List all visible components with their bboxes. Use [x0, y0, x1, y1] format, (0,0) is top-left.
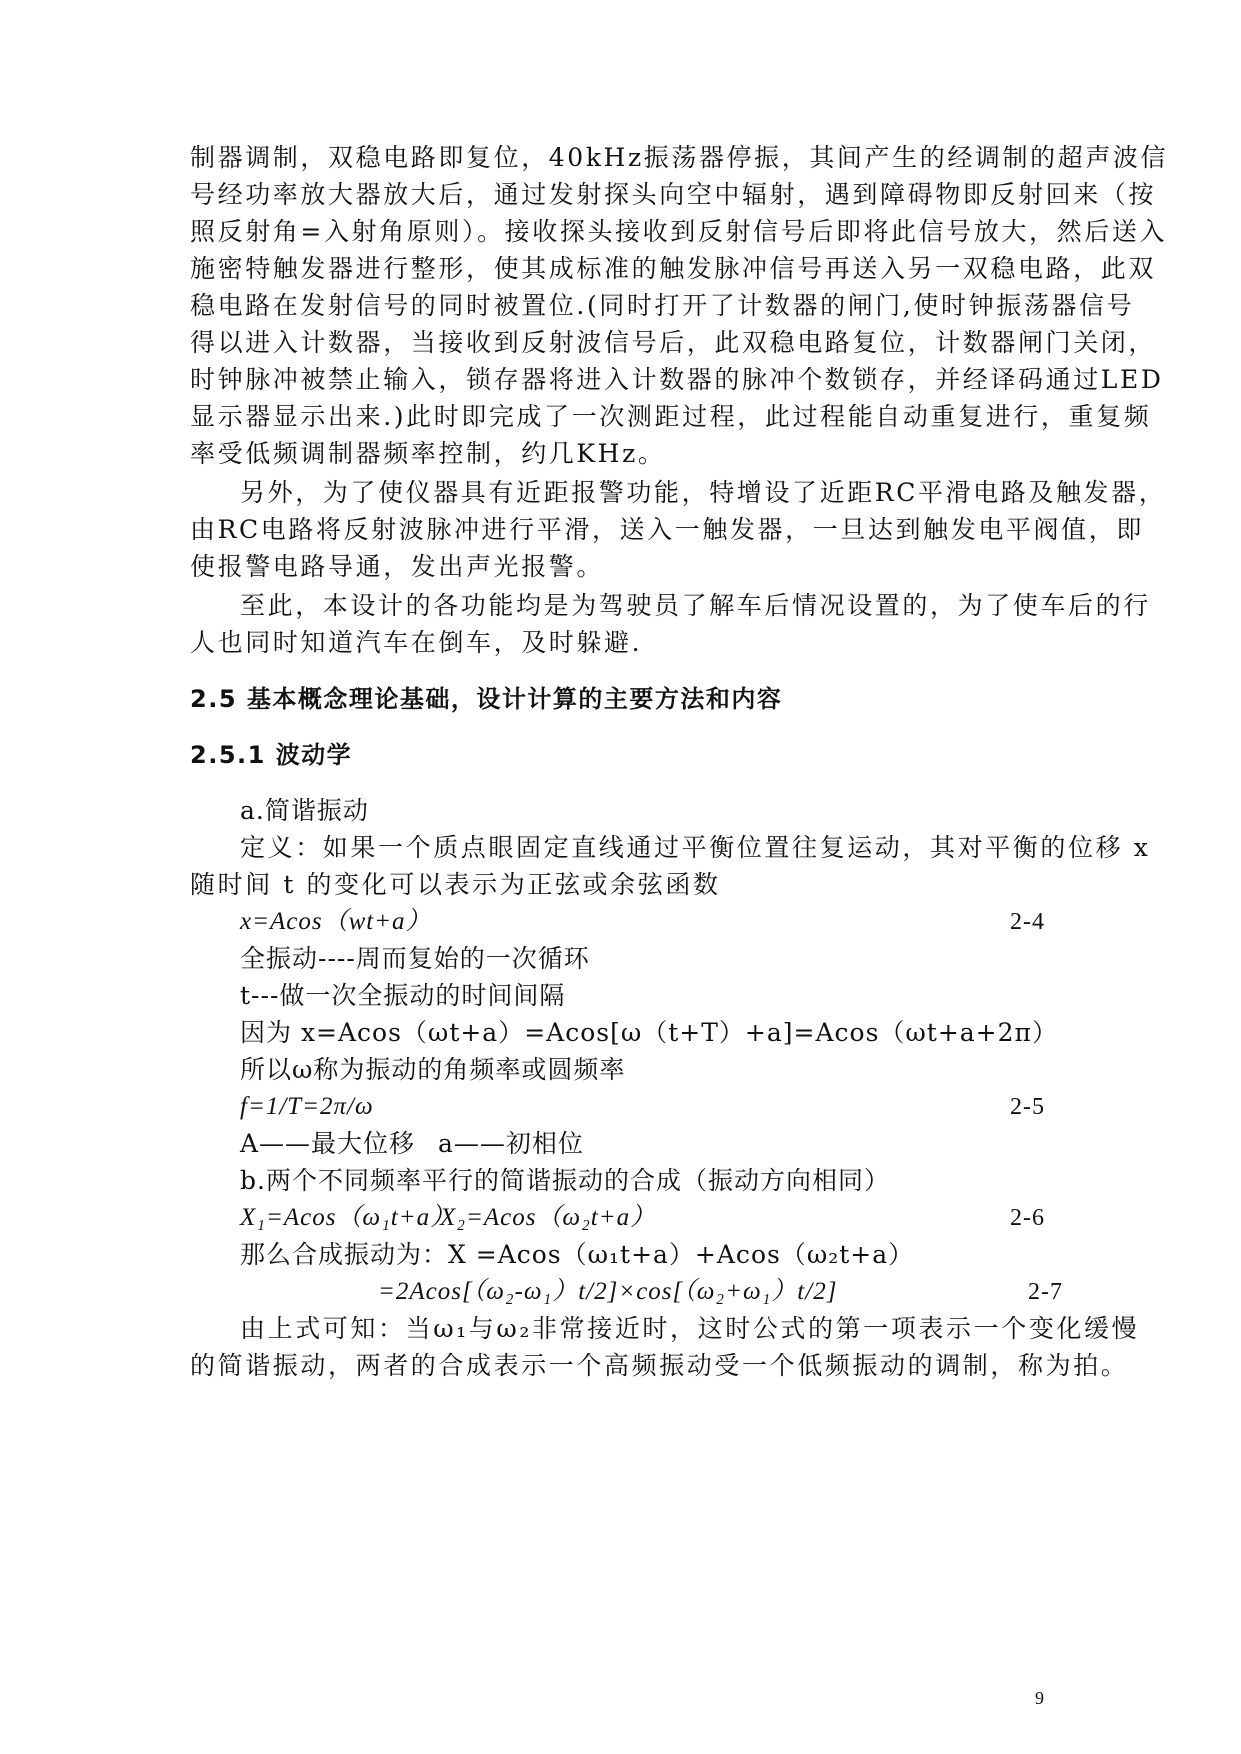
- equation: X₁=Acos（ω₁t+a）: [240, 1204, 457, 1231]
- paragraph-line: 稳电路在发射信号的同时被置位.(同时打开了计数器的闸门,使时钟振荡器信号: [190, 291, 1135, 320]
- paragraph-line: 制器调制，双稳电路即复位，40kHz振荡器停振，其间产生的经调制的超声波信: [190, 143, 1169, 172]
- paragraph-line: 由RC电路将反射波脉冲进行平滑，送入一触发器，一旦达到触发电平阀值，即: [190, 515, 1144, 544]
- equation: =2Acos[（ω₂-ω₁）t/2]×cos[（ω₂+ω₁）t/2]: [378, 1278, 838, 1305]
- equation-number: 2-6: [1010, 1205, 1045, 1231]
- definition-line: 定义：如果一个质点眼固定直线通过平衡位置往复运动，其对平衡的位移 x: [240, 833, 1151, 862]
- paragraph-line: 至此，本设计的各功能均是为驾驶员了解车后情况设置的，为了使车后的行: [240, 591, 1151, 620]
- paragraph-line: 使报警电路导通，发出声光报警。: [190, 552, 605, 581]
- paragraph-line: 照反射角=入射角原则）。接收探头接收到反射信号后即将此信号放大，然后送入: [190, 217, 1168, 246]
- text-line: A——最大位移: [240, 1129, 416, 1158]
- paragraph-line: 率受低频调制器频率控制，约几KHz。: [190, 439, 666, 468]
- paragraph-line: 得以进入计数器，当接收到反射波信号后，此双稳电路复位，计数器闸门关闭，: [190, 328, 1157, 357]
- item-title: b.两个不同频率平行的简谐振动的合成（振动方向相同）: [240, 1166, 890, 1195]
- subsection-heading: 2.5.1 波动学: [190, 741, 353, 769]
- paragraph-line: 时钟脉冲被禁止输入，锁存器将进入计数器的脉冲个数锁存，并经译码通过LED: [190, 365, 1164, 394]
- paragraph-line: 显示器显示出来.)此时即完成了一次测距过程，此过程能自动重复进行，重复频: [190, 402, 1152, 431]
- equation: X₂=Acos（ω₂t+a）: [440, 1204, 657, 1231]
- paragraph-line: 人也同时知道汽车在倒车，及时躲避.: [190, 628, 643, 657]
- text-line: t---做一次全振动的时间间隔: [240, 981, 566, 1010]
- equation-number: 2-7: [1028, 1279, 1063, 1305]
- page-number: 9: [1035, 1688, 1044, 1708]
- equation-line: 因为 x=Acos（ωt+a）=Acos[ω（t+T）+a]=Acos（ωt+a+2π）: [240, 1018, 1058, 1047]
- definition-line: 随时间 t 的变化可以表示为正弦或余弦函数: [190, 870, 721, 899]
- equation-number: 2-5: [1010, 1094, 1045, 1120]
- item-title: a.简谐振动: [240, 796, 369, 825]
- text-line: 所以ω称为振动的角频率或圆频率: [240, 1055, 626, 1084]
- section-heading: 2.5 基本概念理论基础，设计计算的主要方法和内容: [190, 685, 783, 713]
- text-line: a——初相位: [438, 1129, 584, 1158]
- equation-line: 那么合成振动为：X =Acos（ω₁t+a）+Acos（ω₂t+a）: [240, 1240, 915, 1269]
- paragraph-line: 号经功率放大器放大后，通过发射探头向空中辐射，遇到障碍物即反射回来（按: [190, 180, 1157, 209]
- paragraph-line: 由上式可知：当ω₁与ω₂非常接近时，这时公式的第一项表示一个变化缓慢: [240, 1314, 1140, 1343]
- paragraph-line: 的简谐振动，两者的合成表示一个高频振动受一个低频振动的调制，称为拍。: [190, 1351, 1129, 1380]
- equation: x=Acos（wt+a）: [240, 908, 432, 935]
- paragraph-line: 另外，为了使仪器具有近距报警功能，特增设了近距RC平滑电路及触发器，: [240, 478, 1167, 507]
- equation-number: 2-4: [1010, 909, 1045, 935]
- paragraph-line: 施密特触发器进行整形，使其成标准的触发脉冲信号再送入另一双稳电路，此双: [190, 254, 1157, 283]
- equation: f=1/T=2π/ω: [240, 1093, 374, 1120]
- text-line: 全振动----周而复始的一次循环: [240, 944, 590, 973]
